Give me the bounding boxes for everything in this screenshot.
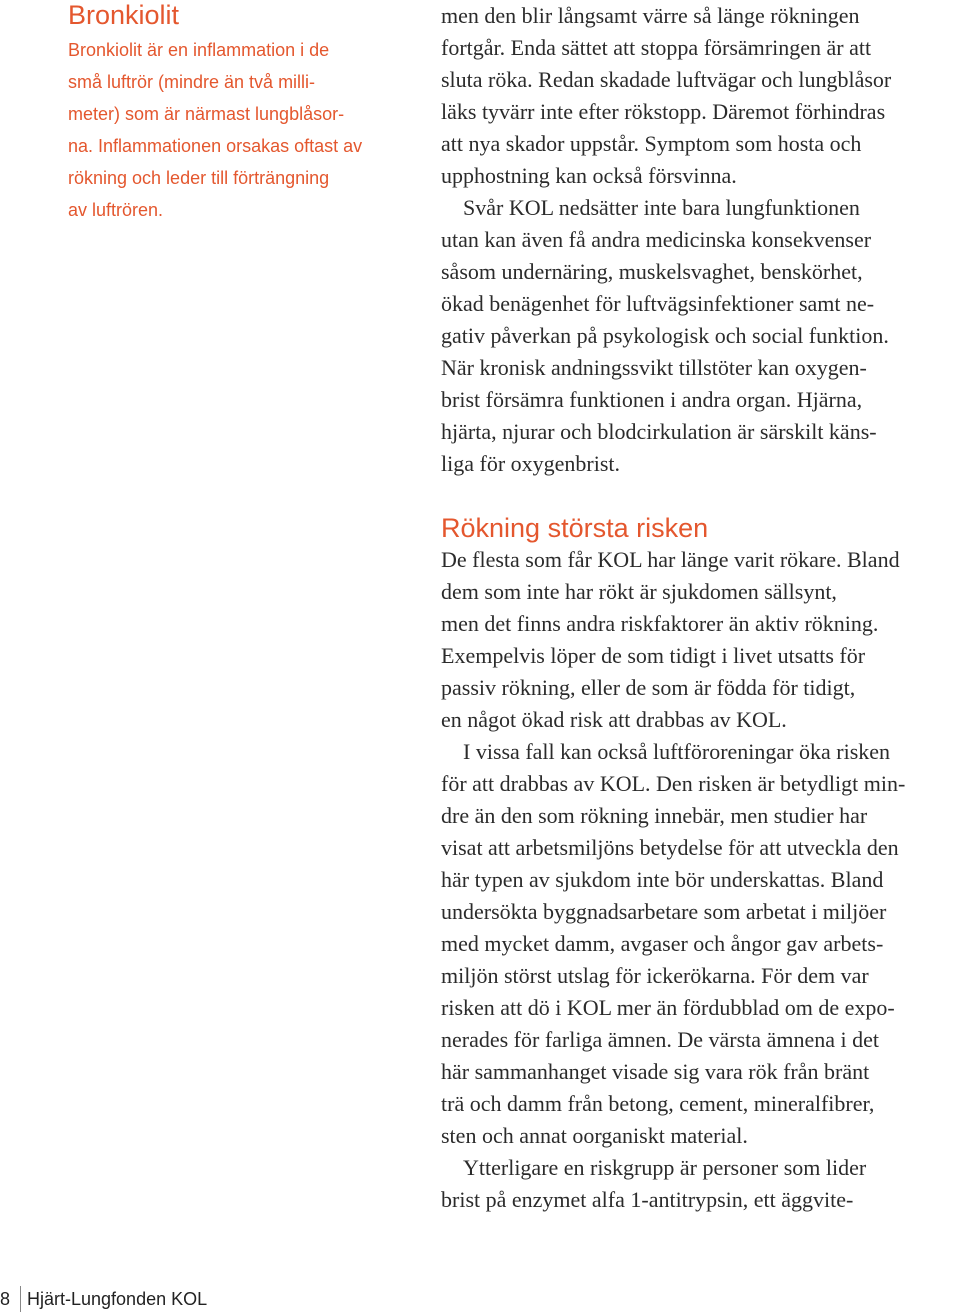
page-number: 8: [0, 1289, 11, 1309]
spacer: [441, 480, 960, 512]
paragraph-1: men den blir långsamt värre så länge rökningen fortgår. Enda sättet att stoppa försämringen är att sluta röka. Redan skadade luftvägar och lungblåsor läks tyvärr inte efter rökstopp. Däremot förhindras att nya skador uppstår. Symptom som hosta och upphostning kan också försvinna.: [441, 3, 892, 188]
main-column: [441, 0, 960, 1216]
footer-divider: [20, 1286, 21, 1312]
sidebar-heading: Bronkiolit: [68, 0, 180, 30]
section-heading: Rökning största risken: [441, 513, 709, 543]
publication-name: Hjärt-Lungfonden KOL: [27, 1289, 208, 1309]
paragraph-4: I vissa fall kan också luftföroreningar öka risken för att drabbas av KOL. Den risken är betydligt min- dre än den som rökning innebär, men studier har visat att arbetsmiljöns betydelse för att utveckla den här typen av sjukdom inte bör underskattas. Bland undersökta byggnadsarbetare som arbetat i miljöer med mycket damm, avgaser och ångor gav arbets- miljön störst utslag för ickerökarna. För dem var risken att dö i KOL mer än fördubblad om de expo- nerades för farliga ämnen. De värsta ämnena i det här sammanhanget visade sig vara rök från bränt trä och damm från betong, cement, mineralfibrer, sten och annat oorganiskt material.: [441, 739, 906, 1148]
paragraph-2: Svår KOL nedsätter inte bara lungfunktionen utan kan även få andra medicinska konsekvenser såsom undernäring, muskelsvaghet, benskörhet, ökad benägenhet för luftvägsinfektioner samt ne- gativ påverkan på psykologisk och social funktion. När kronisk andningssvikt tillstöter kan oxygen- brist försämra funktionen i andra organ. Hjärna, hjärta, njurar och blodcirkulation är särskilt käns- liga för oxygenbrist.: [441, 195, 889, 476]
paragraph-5: Ytterligare en riskgrupp är personer som lider brist på enzymet alfa 1-antitrypsin, ett äggvite-: [441, 1155, 867, 1212]
paragraph-3: De flesta som får KOL har länge varit rökare. Bland dem som inte har rökt är sjukdomen sällsynt, men det finns andra riskfaktorer än aktiv rökning. Exempelvis löper de som tidigt i livet utsatts för passiv rökning, eller de som är födda för tidigt, en något ökad risk att drabbas av KOL.: [441, 547, 900, 732]
sidebar-box: [68, 0, 398, 226]
sidebar-text: Bronkiolit är en inflammation i de små luftrör (mindre än två milli- meter) som är närmast lungblåsor- na. Inflammationen orsakas oftast av rökning och leder till förträngning av luftrören.: [68, 40, 363, 220]
